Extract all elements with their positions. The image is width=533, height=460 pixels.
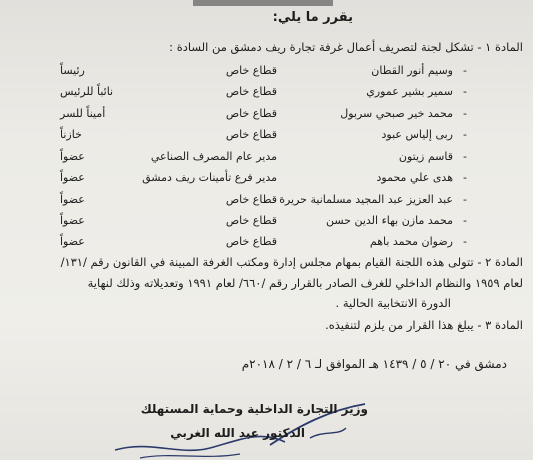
member-org: مدير فرع تأمينات ريف دمشق	[142, 171, 277, 184]
member-role: أميناً للسر	[60, 107, 106, 120]
member-name: عبد العزيز عبد المجيد مسلمانية حريرة	[279, 193, 453, 206]
member-name: قاسم زيتون	[398, 150, 453, 163]
member-role: رئيساً	[60, 64, 85, 77]
member-row	[0, 171, 533, 189]
member-row	[0, 85, 533, 103]
list-dash: -	[463, 214, 467, 227]
member-org: قطاع خاص	[225, 85, 277, 98]
member-org: قطاع خاص	[225, 235, 277, 248]
list-dash: -	[463, 128, 467, 141]
member-name: سمير بشير عموري	[366, 85, 453, 98]
member-row	[0, 214, 533, 232]
list-dash: -	[463, 193, 467, 206]
member-org: قطاع خاص	[225, 107, 277, 120]
list-dash: -	[463, 171, 467, 184]
member-name: ربى إلياس عبود	[381, 128, 453, 141]
member-org: قطاع خاص	[225, 128, 277, 141]
member-org: قطاع خاص	[225, 193, 277, 206]
member-name: رضوان محمد باهم	[369, 235, 453, 248]
member-row	[0, 128, 533, 146]
member-name: هدى علي محمود	[376, 171, 453, 184]
member-row	[0, 235, 533, 253]
article-2-line-1: المادة ٢ - تتولى هذه اللجنة القيام بمهام مجلس إدارة ومكتب الغرفة المبينة في القانون رقم /١٣١/	[60, 255, 523, 269]
member-role: عضواً	[60, 171, 85, 184]
article-2-line-2: لعام ١٩٥٩ والنظام الداخلي للغرف الصادر بالقرار رقم /٦٦٠/ لعام ١٩٩١ وتعديلاته وذلك لنهاية	[87, 276, 523, 290]
article-2-line-3: الدورة الانتخابية الحالية .	[335, 296, 451, 310]
article-3: المادة ٣ - يبلغ هذا القرار من يلزم لتنفيذه.	[325, 318, 523, 332]
member-row	[0, 150, 533, 168]
member-org: قطاع خاص	[225, 64, 277, 77]
date-line: دمشق في ٢٠ / ٥ / ١٤٣٩ هـ الموافق لـ ٦ / ٢ / ٢٠١٨م	[241, 357, 507, 371]
member-role: نائباً للرئيس	[60, 85, 114, 98]
article-1: المادة ١ - تشكل لجنة لتصريف أعمال غرفة تجارة ريف دمشق من السادة :	[169, 40, 523, 54]
handwritten-signature	[110, 390, 370, 460]
list-dash: -	[463, 85, 467, 98]
member-name: محمد مازن بهاء الدين حسن	[325, 214, 453, 227]
member-row	[0, 193, 533, 211]
member-name: محمد خير صبحي سربول	[340, 107, 453, 120]
member-role: خازناً	[60, 128, 82, 141]
list-dash: -	[463, 235, 467, 248]
list-dash: -	[463, 150, 467, 163]
member-role: عضواً	[60, 193, 85, 206]
list-dash: -	[463, 107, 467, 120]
member-role: عضواً	[60, 214, 85, 227]
minister-name: الدكتور عبد الله الغربي	[170, 426, 305, 440]
member-role: عضواً	[60, 235, 85, 248]
member-name: وسيم أنور القطان	[371, 64, 453, 77]
list-dash: -	[463, 64, 467, 77]
member-row	[0, 107, 533, 125]
member-row	[0, 64, 533, 82]
member-org: مدير عام المصرف الصناعي	[150, 150, 277, 163]
decree-heading: يقرر ما يلي:	[272, 10, 353, 25]
member-role: عضواً	[60, 150, 85, 163]
minister-title: وزير التجارة الداخلية وحماية المستهلك	[140, 402, 368, 416]
member-org: قطاع خاص	[225, 214, 277, 227]
